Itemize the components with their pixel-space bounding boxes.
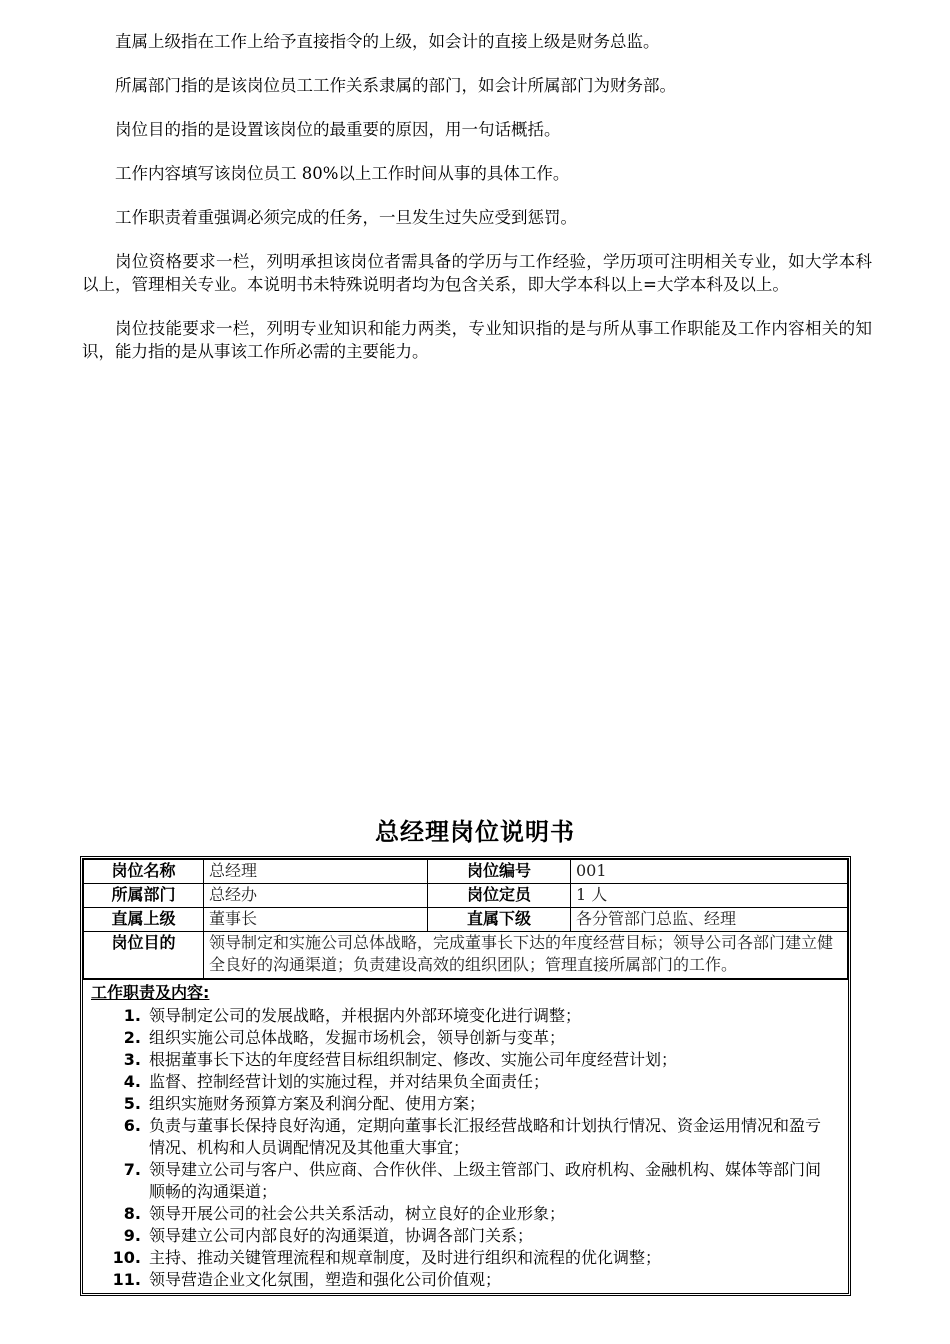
supervisor-label: 直属上级 <box>84 908 204 932</box>
table-row <box>84 860 848 884</box>
list-item <box>91 1093 840 1115</box>
job-info-table <box>83 859 848 979</box>
list-item <box>91 1027 840 1049</box>
duty-text: 领导开展公司的社会公共关系活动，树立良好的企业形象； <box>149 1204 566 1223</box>
table-row <box>84 884 848 908</box>
duty-text: 组织实施财务预算方案及利润分配、使用方案； <box>149 1094 486 1113</box>
instruction-paragraph: 岗位技能要求一栏，列明专业知识和能力两类，专业知识指的是与所从事工作职能及工作内容相关的知识，能力指的是从事该工作所必需的主要能力。 <box>82 319 872 361</box>
position-name-label: 岗位名称 <box>84 860 204 884</box>
table-row <box>84 908 848 932</box>
list-item <box>91 1005 840 1027</box>
position-name-value: 总经理 <box>204 860 428 884</box>
headcount-label: 岗位定员 <box>428 884 571 908</box>
instruction-paragraph: 工作职责着重强调必须完成的任务，一旦发生过失应受到惩罚。 <box>115 208 577 227</box>
table-row <box>84 932 848 979</box>
purpose-label: 岗位目的 <box>84 932 204 979</box>
duty-text: 领导制定公司的发展战略，并根据内外部环境变化进行调整； <box>149 1006 582 1025</box>
instruction-paragraph: 直属上级指在工作上给予直接指令的上级，如会计的直接上级是财务总监。 <box>115 32 660 51</box>
duty-number: 6. <box>123 1116 141 1135</box>
purpose-value: 领导制定和实施公司总体战略，完成董事长下达的年度经营目标；领导公司各部门建立健全良好的沟通渠道；负责建设高效的组织团队；管理直接所属部门的工作。 <box>204 932 848 979</box>
list-item <box>91 1159 840 1203</box>
duty-number: 1. <box>123 1006 141 1025</box>
list-item <box>91 1203 840 1225</box>
department-value: 总经办 <box>204 884 428 908</box>
list-item <box>91 1049 840 1071</box>
subordinates-value: 各分管部门总监、经理 <box>571 908 848 932</box>
duty-text: 监督、控制经营计划的实施过程，并对结果负全面责任； <box>149 1072 550 1091</box>
instructions-section <box>82 30 872 384</box>
duties-list <box>91 1005 840 1291</box>
duty-text: 领导建立公司与客户、供应商、合作伙伴、上级主管部门、政府机构、金融机构、媒体等部门间顺畅的沟通渠道； <box>149 1160 822 1201</box>
subordinates-label: 直属下级 <box>428 908 571 932</box>
document-title: 总经理岗位说明书 <box>375 818 575 846</box>
duty-text: 领导营造企业文化氛围，塑造和强化公司价值观； <box>149 1270 502 1289</box>
instruction-paragraph: 岗位资格要求一栏，列明承担该岗位者需具备的学历与工作经验，学历项可注明相关专业，如大学本科以上，管理相关专业。本说明书未特殊说明者均为包含关系，即大学本科以上=大学本科及以上。 <box>82 252 872 294</box>
duty-number: 7. <box>123 1160 141 1179</box>
duties-heading: 工作职责及内容: <box>91 983 210 1002</box>
list-item <box>91 1071 840 1093</box>
duty-text: 组织实施公司总体战略，发掘市场机会，领导创新与变革； <box>149 1028 566 1047</box>
instruction-paragraph: 岗位目的指的是设置该岗位的最重要的原因，用一句话概括。 <box>115 120 561 139</box>
department-label: 所属部门 <box>84 884 204 908</box>
instruction-paragraph: 所属部门指的是该岗位员工工作关系隶属的部门，如会计所属部门为财务部。 <box>115 76 676 95</box>
duty-text: 领导建立公司内部良好的沟通渠道，协调各部门关系； <box>149 1226 534 1245</box>
duties-section <box>83 979 848 1293</box>
duty-number: 2. <box>123 1028 141 1047</box>
job-description-form <box>80 856 851 1296</box>
duty-number: 8. <box>123 1204 141 1223</box>
duty-text: 主持、推动关键管理流程和规章制度，及时进行组织和流程的优化调整； <box>149 1248 662 1267</box>
duty-number: 4. <box>123 1072 141 1091</box>
list-item <box>91 1269 840 1291</box>
headcount-value: 1 人 <box>571 884 848 908</box>
list-item <box>91 1225 840 1247</box>
position-code-value: 001 <box>571 860 848 884</box>
duty-number: 3. <box>123 1050 141 1069</box>
list-item <box>91 1247 840 1269</box>
duty-number: 9. <box>123 1226 141 1245</box>
duty-number: 5. <box>123 1094 141 1113</box>
duty-text: 根据董事长下达的年度经营目标组织制定、修改、实施公司年度经营计划； <box>149 1050 678 1069</box>
duty-number: 11. <box>112 1270 141 1289</box>
position-code-label: 岗位编号 <box>428 860 571 884</box>
duty-number: 10. <box>112 1248 141 1267</box>
supervisor-value: 董事长 <box>204 908 428 932</box>
duty-text: 负责与董事长保持良好沟通，定期向董事长汇报经营战略和计划执行情况、资金运用情况和盈亏情况、机构和人员调配情况及其他重大事宜； <box>149 1116 822 1157</box>
instruction-paragraph: 工作内容填写该岗位员工 80%以上工作时间从事的具体工作。 <box>115 164 570 183</box>
list-item <box>91 1115 840 1159</box>
